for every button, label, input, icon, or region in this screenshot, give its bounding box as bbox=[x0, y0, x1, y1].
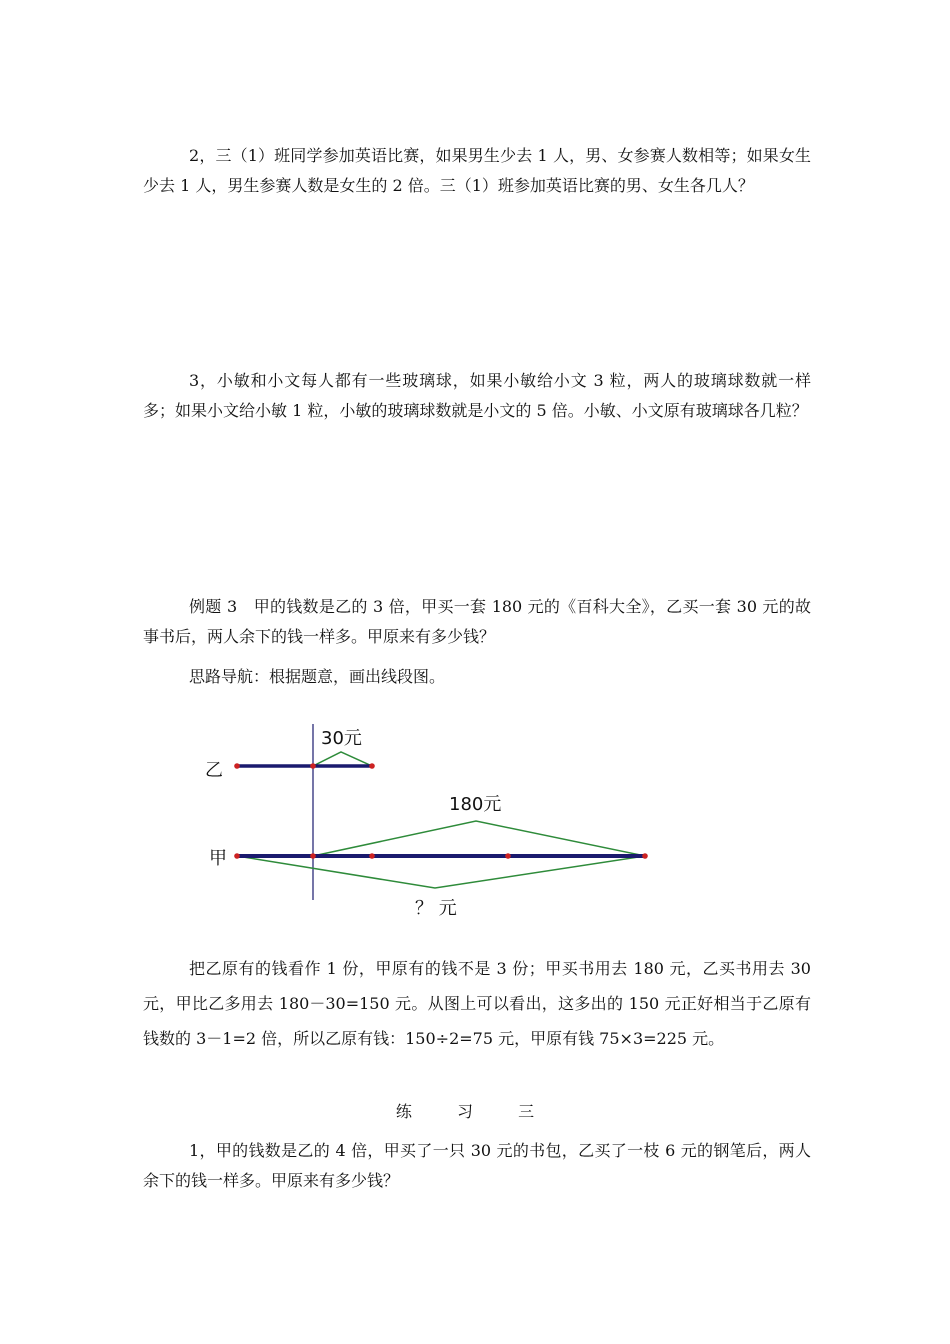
problem-2-text: 2，三（1）班同学参加英语比赛，如果男生少去 1 人，男、女参赛人数相等；如果女生少去 1 人，男生参赛人数是女生的 2 倍。三（1）班参加英语比赛的男、女生各几人？ bbox=[143, 146, 811, 195]
yi-point-start bbox=[234, 763, 240, 769]
brace-180 bbox=[313, 821, 645, 856]
yi-point-end bbox=[369, 763, 375, 769]
brace-30 bbox=[313, 752, 372, 766]
jia-point-end bbox=[642, 853, 648, 859]
solution-text: 把乙原有的钱看作 1 份，甲原有的钱不是 3 份；甲买书用去 180 元，乙买书用去 30 元，甲比乙多用去 180－30=150 元。从图上可以看出，这多出的 150 元正好相当于乙原有钱数的 3－1=2 倍，所以乙原有钱：150÷2=75 元，甲原有钱 75×3=225 元。 bbox=[143, 959, 811, 1048]
exercise-1-text: 1，甲的钱数是乙的 4 倍，甲买了一只 30 元的书包，乙买了一枝 6 元的钢笔后，两人余下的钱一样多。甲原来有多少钱？ bbox=[143, 1141, 811, 1190]
guide-text: 思路导航：根据题意，画出线段图。 bbox=[189, 667, 446, 686]
label-unknown-yuan: ？ 元 bbox=[415, 898, 457, 919]
jia-point-2 bbox=[310, 853, 316, 859]
label-180-yuan: 180元 bbox=[449, 794, 502, 815]
jia-point-3 bbox=[369, 853, 375, 859]
label-30-yuan: 30元 bbox=[321, 728, 362, 749]
jia-point-4 bbox=[505, 853, 511, 859]
example-3-text: 例题 3 甲的钱数是乙的 3 倍，甲买一套 180 元的《百科大全》，乙买一套 30 元的故事书后，两人余下的钱一样多。甲原来有多少钱？ bbox=[143, 597, 811, 646]
yi-point-mid bbox=[310, 763, 316, 769]
exercise-heading: 练 习 三 bbox=[395, 1102, 555, 1121]
label-jia: 甲 bbox=[209, 848, 227, 869]
jia-point-start bbox=[234, 853, 240, 859]
problem-3-text: 3，小敏和小文每人都有一些玻璃球，如果小敏给小文 3 粒，两人的玻璃球数就一样多；如果小文给小敏 1 粒，小敏的玻璃球数就是小文的 5 倍。小敏、小文原有玻璃球各几粒？ bbox=[143, 371, 811, 420]
brace-total bbox=[237, 856, 645, 888]
label-yi: 乙 bbox=[205, 760, 223, 781]
line-segment-diagram bbox=[195, 716, 675, 926]
